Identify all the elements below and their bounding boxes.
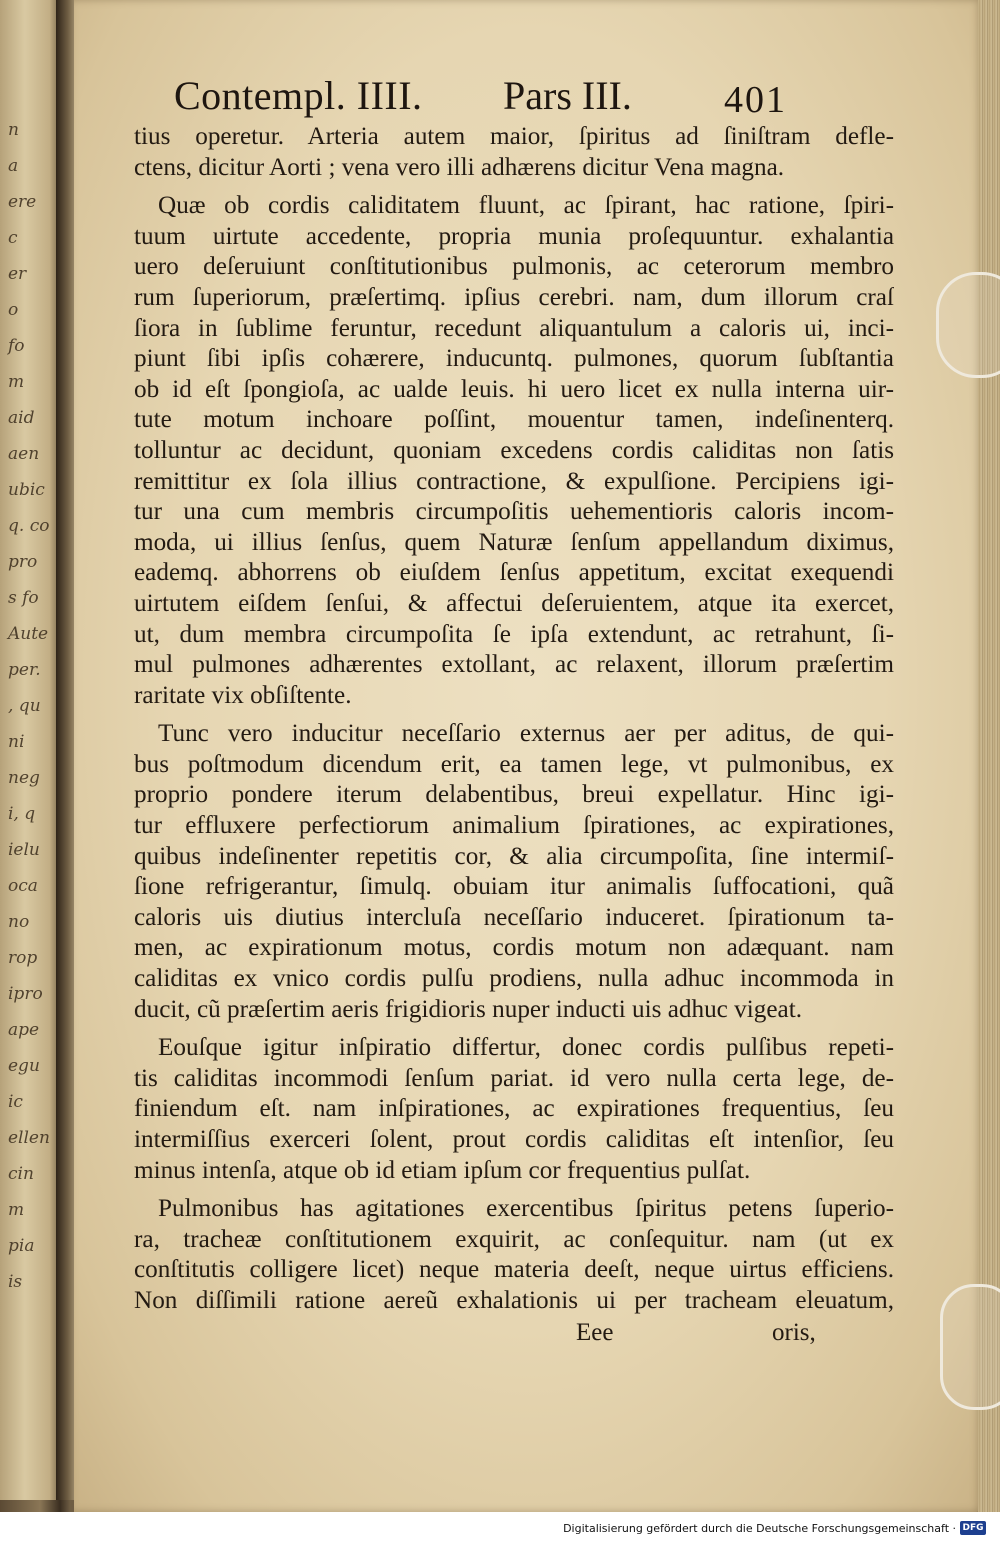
facing-page-fragment: ielu (8, 840, 40, 860)
facing-page-fragment: per. (8, 660, 41, 680)
paragraph-gap (134, 711, 894, 719)
dfg-logo: DFG (960, 1521, 986, 1535)
facing-page-fragment: a (8, 156, 19, 176)
facing-page-fragment: s fo (8, 588, 39, 608)
text-line: bus poſtmodum dicendum erit, ea tamen lege, vt pulmonibus, ex (134, 750, 894, 778)
facing-page-fragment: is (8, 1272, 23, 1292)
facing-page-fragment: o (8, 300, 19, 320)
text-line: caliditas ex vnico cordis pulſu prodiens, nulla adhuc incommoda in (134, 965, 894, 993)
funding-credit: Digitalisierung gefördert durch die Deutsche Forschungsgemeinschaft · (563, 1522, 956, 1535)
facing-page-fragment: ubic (8, 480, 45, 500)
facing-page-fragment: oca (8, 876, 38, 896)
text-line: tis caliditas incommodi ſenſum pariat. id vero nulla certa lege, de- (134, 1064, 894, 1092)
text-line: quibus indeſinenter repetitis cor, & alia circumpoſita, ſine intermiſ- (134, 842, 894, 870)
signature-mark: Eee (576, 1318, 614, 1346)
facing-page-fragment: ellen (8, 1128, 50, 1148)
text-line: tuum uirtute accedente, propria munia proſequuntur. exhalantia (134, 222, 894, 250)
book-page (74, 0, 982, 1512)
text-line: ſiora in ſublime feruntur, recedunt aliquantulum a caloris ui, inci- (134, 314, 894, 342)
facing-page-sliver (0, 0, 62, 1500)
facing-page-fragment: c (8, 228, 18, 248)
facing-page-fragment: ic (8, 1092, 23, 1112)
text-line: ctens, dicitur Aorti ; vena vero illi adhærens dicitur Vena magna. (134, 153, 785, 181)
running-head-part: Pars III. (503, 73, 632, 118)
catchword-row (134, 1317, 894, 1351)
facing-page-fragment: Aute (8, 624, 49, 644)
text-line: eademq. abhorrens ob eiuſdem ſenſus appetitum, excitat exequendi (134, 559, 894, 587)
text-line: tur effluxere perfectiorum animalium ſpirationes, ac expirationes, (134, 812, 894, 840)
paragraph (134, 1194, 894, 1316)
paragraph (134, 1033, 894, 1186)
catchword: oris, (772, 1318, 816, 1346)
paper-clip-top (936, 272, 1000, 378)
text-line: conſtitutis colligere licet) neque materia deeſt, neque uirtus efficiens. (134, 1256, 894, 1284)
facing-page-fragment: egu (8, 1056, 40, 1076)
facing-page-fragment: neg (8, 768, 40, 788)
text-line: ſione refrigerantur, ſimulq. obuiam itur animalis ſuffocationi, quã (134, 873, 894, 901)
text-line: intermiſſius exerceri ſolent, prout cordis caliditas eſt intenſior, ſeu (134, 1126, 894, 1153)
text-line: Tunc vero inducitur neceſſario externus aer per aditus, de qui- (158, 720, 894, 748)
facing-page-fragment: fo (8, 336, 25, 356)
text-line: ra, tracheæ conſtitutionem exquirit, ac conſequitur. nam (ut ex (134, 1225, 894, 1253)
footer-bar (0, 1512, 1000, 1546)
facing-page-fragment: aen (8, 444, 40, 464)
text-line: proprio pondere iterum delabentibus, breui expellatur. Hinc igi- (134, 781, 894, 809)
text-line: remittitur ex ſola illius contractione, & expulſione. Percipiens igi- (134, 467, 894, 495)
paragraph-gap (134, 183, 894, 191)
facing-page-fragment: pia (8, 1236, 35, 1256)
text-line: tur una cum membris circumpoſitis uehementioris caloris incom- (134, 498, 894, 526)
running-head-title: Contempl. IIII. (174, 73, 423, 118)
facing-page-fragment: ipro (8, 984, 43, 1004)
text-line: Non diſſimili ratione aereũ exhalationis ui per tracheam eleuatum, (134, 1286, 894, 1314)
text-line: rum ſuperiorum, præſertimq. ipſius cerebri. nam, dum illorum craſ (134, 283, 894, 311)
paragraph (134, 191, 894, 711)
text-line: tolluntur ac decidunt, quoniam excedens cordis caliditas non ſatis (134, 436, 894, 464)
paragraph-gap (134, 1186, 894, 1194)
running-head (134, 72, 894, 122)
facing-page-fragment: ni (8, 732, 25, 752)
text-line: finiendum eſt. nam inſpirationes, ac expirationes frequentius, ſeu (134, 1095, 894, 1123)
text-line: caloris uis diutius intercluſa neceſſario induceret. ſpirationum ta- (134, 903, 894, 931)
text-line: men, ac expirationum motus, cordis motum non adæquant. nam (134, 934, 894, 962)
facing-page-fragment: rop (8, 948, 38, 968)
facing-page-fragment: aid (8, 408, 35, 428)
text-line: tius operetur. Arteria autem maior, ſpiritus ad ſiniſtram defle- (134, 123, 894, 150)
facing-page-fragment: , qu (8, 696, 41, 716)
text-line: minus intenſa, atque ob id etiam ipſum cor frequentius pulſat. (134, 1156, 751, 1184)
facing-page-fragment: m (8, 1200, 25, 1220)
text-line: Quæ ob cordis caliditatem fluunt, ac ſpirant, hac ratione, ſpiri- (158, 192, 894, 220)
facing-page-fragment: q. co (8, 516, 50, 536)
text-line: tute motum inchoare poſſint, mouentur tamen, indeſinenterq. (134, 406, 894, 434)
text-line: uirtutem eiſdem ſenſui, & affectui deſeruientem, atque ita exercet, (134, 589, 894, 617)
paper-clip-bottom (940, 1284, 1000, 1410)
text-line: ob id eſt ſpongioſa, ac ualde leuis. hi uero licet ex nulla interna uir- (134, 375, 894, 403)
facing-page-fragment: cin (8, 1164, 34, 1184)
paragraph (134, 719, 894, 1025)
text-line: ut, dum membra circumpoſita ſe ipſa extendunt, ac retrahunt, ſi- (134, 620, 894, 648)
text-line: uero deſeruiunt conſtitutionibus pulmonis, ac ceterorum membro (134, 253, 894, 281)
facing-page-fragment: ape (8, 1020, 40, 1040)
facing-page-fragment: n (8, 120, 19, 140)
paragraph-gap (134, 1025, 894, 1033)
page-text (134, 72, 894, 1351)
facing-page-fragment: m (8, 372, 25, 392)
facing-page-fragment: no (8, 912, 30, 932)
facing-page-fragment: ere (8, 192, 37, 212)
text-line: mul pulmones adhærentes extollant, ac relaxent, illorum præſertim (134, 651, 894, 679)
page-number: 401 (724, 79, 787, 121)
text-line: Pulmonibus has agitationes exercentibus ſpiritus petens ſuperio- (158, 1195, 894, 1223)
facing-page-fragment: er (8, 264, 27, 284)
text-line: piunt ſibi ipſis cohærere, inducuntq. pulmones, quorum ſubſtantia (134, 345, 894, 373)
text-line: Eouſque igitur inſpiratio differtur, donec cordis pulſibus repeti- (158, 1034, 894, 1062)
text-line: ducit, cũ præſertim aeris frigidioris nuper inducti uis adhuc vigeat. (134, 995, 802, 1023)
facing-page-fragment: pro (8, 552, 38, 572)
facing-page-fragment: i, q (8, 804, 36, 824)
text-line: moda, ui illius ſenſus, quem Naturæ ſenſum appellandum diximus, (134, 528, 894, 556)
paragraph (134, 122, 894, 183)
body-text (134, 122, 894, 1317)
text-line: raritate vix obſiſtente. (134, 681, 352, 709)
